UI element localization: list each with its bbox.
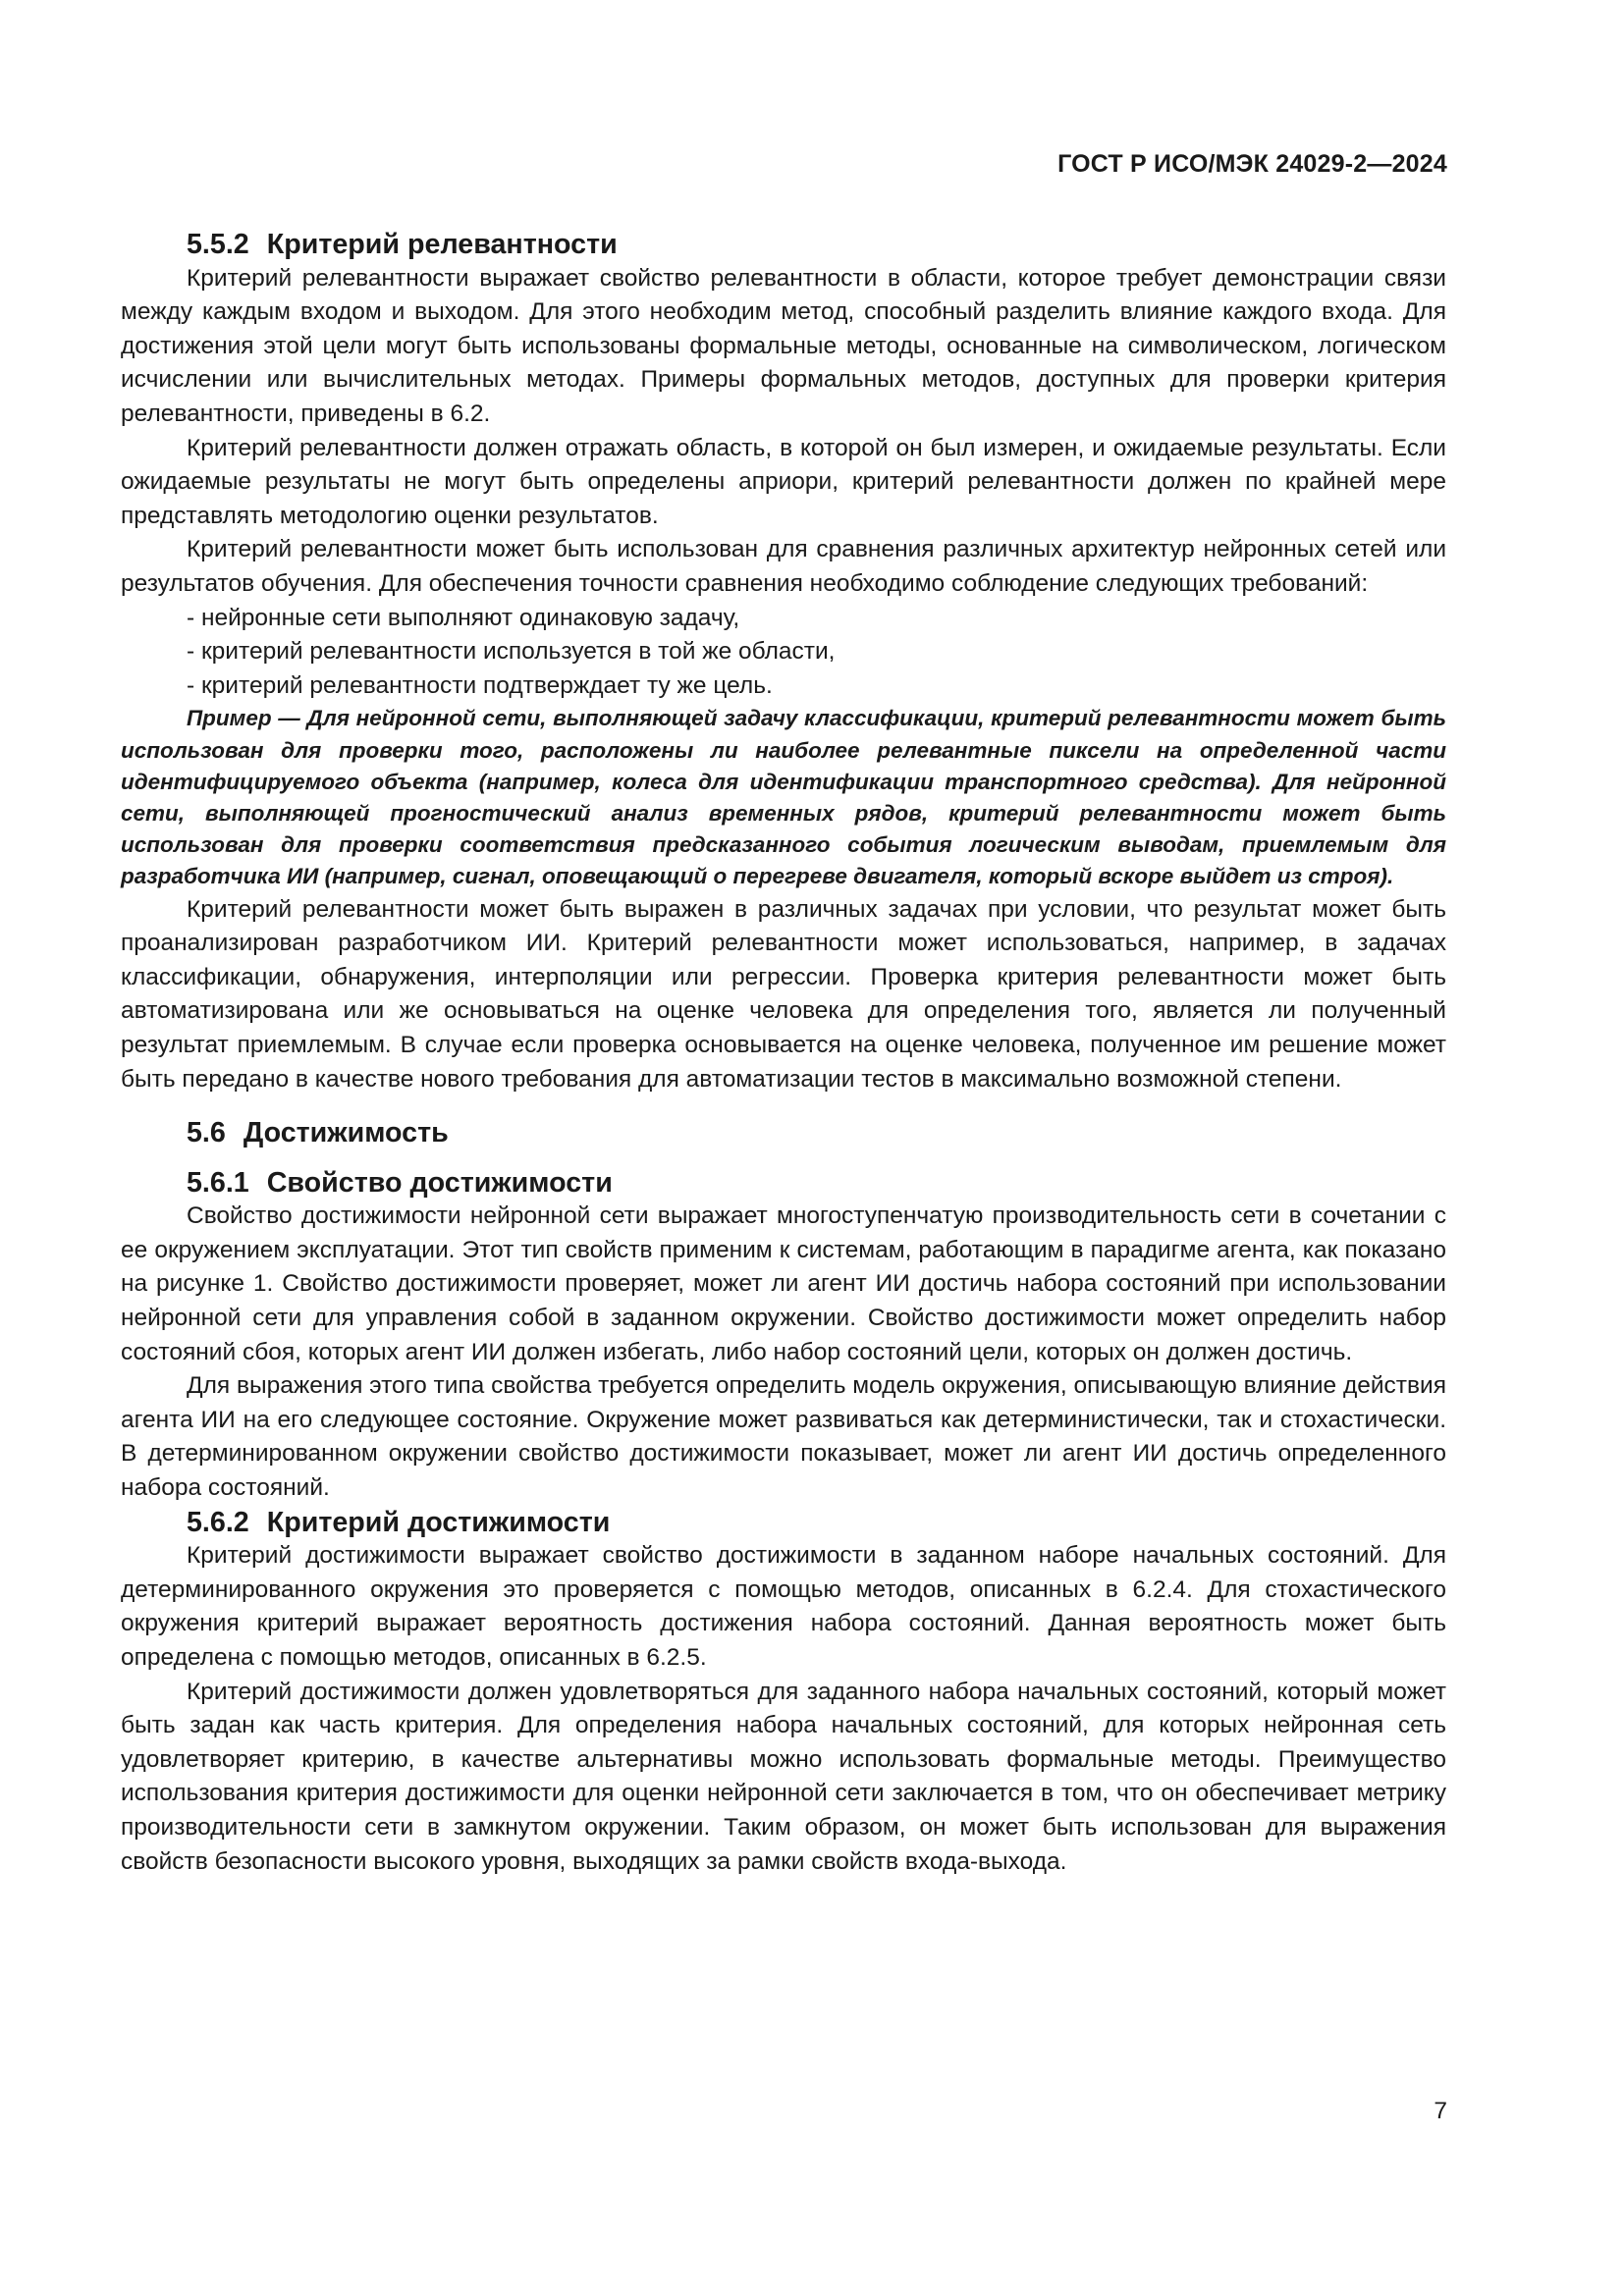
document-body xyxy=(121,228,1446,1879)
section-heading-5-6-2 xyxy=(121,1506,1446,1540)
list-item: - критерий релевантности используется в той же области, xyxy=(187,638,836,666)
section-number: 5.5.2 xyxy=(187,229,249,260)
paragraph: Для выражения этого типа свойства требуется определить модель окружения, описывающую влияние действия агента ИИ на его следующее состояние. Окружение может развиваться как детерминистически, так и стохастически. В детерминированном окружении свойство достижимости показывает, может ли агент ИИ достичь определенного набора состояний. xyxy=(121,1372,1446,1502)
section-title: Критерий релевантности xyxy=(266,229,618,260)
paragraph: Критерий достижимости выражает свойство достижимости в заданном наборе начальных состояний. Для детерминированного окружения это проверяется с помощью методов, описанных в 6.2.4. Для стохастического окружения критерий выражает вероятность достижения набора состояний. Данная вероятность может быть определена с помощью методов, описанных в 6.2.5. xyxy=(121,1542,1446,1671)
section-number: 5.6.2 xyxy=(187,1506,249,1538)
example-note: Пример — Для нейронной сети, выполняющей задачу классификации, критерий релевантности может быть использован для проверки того, расположены ли наиболее релевантные пиксели на определенной части идентифицируемого объекта (например, колеса для идентификации транспортного средства). Для нейронной сети, выполняющей прогностический анализ временных рядов, критерий релевантности может быть использован для проверки соответствия предсказанного события логическим выводам, приемлемым для разработчика ИИ (например, сигнал, оповещающий о перегреве двигателя, который вскоре выйдет из строя). xyxy=(121,706,1446,889)
section-heading-5-5-2 xyxy=(121,228,1446,262)
section-title: Свойство достижимости xyxy=(266,1166,613,1199)
document-code-header: ГОСТ Р ИСО/МЭК 24029-2—2024 xyxy=(1057,150,1447,178)
paragraph: Критерий достижимости должен удовлетворяться для заданного набора начальных состояний, который может быть задан как часть критерия. Для определения набора начальных состояний, для которых нейронная сеть удовлетворяет критерию, в качестве альтернативы можно использовать формальные методы. Преимущество использования критерия достижимости для оценки нейронной сети заключается в том, что он обеспечивает метрику производительности сети в замкнутом окружении. Таким образом, он может быть использован для выражения свойств безопасности высокого уровня, выходящих за рамки свойств входа-выхода. xyxy=(121,1678,1446,1875)
section-number: 5.6.1 xyxy=(187,1166,249,1199)
list-item: - нейронные сети выполняют одинаковую задачу, xyxy=(187,604,740,631)
paragraph: Критерий релевантности может быть выражен в различных задачах при условии, что результат может быть проанализирован разработчиком ИИ. Критерий релевантности может использоваться, например, в задачах классификации, обнаружения, интерполяции или регрессии. Проверка критерия релевантности может быть автоматизирована или же основываться на оценке человека для определения того, является ли полученный результат приемлемым. В случае если проверка основывается на оценке человека, полученное им решение может быть передано в качестве нового требования для автоматизации тестов в максимально возможной степени. xyxy=(121,895,1446,1093)
section-title: Критерий достижимости xyxy=(266,1506,611,1538)
paragraph: Критерий релевантности выражает свойство релевантности в области, которое требует демонстрации связи между каждым входом и выходом. Для этого необходим метод, способный разделить влияние каждого входа. Для достижения этой цели могут быть использованы формальные методы, основанные на символическом, логическом исчислении или вычислительных методах. Примеры формальных методов, доступных для проверки критерия релевантности, приведены в 6.2. xyxy=(121,264,1446,427)
list-item: - критерий релевантности подтверждает ту же цель. xyxy=(187,671,773,699)
section-number: 5.6 xyxy=(187,1117,226,1149)
section-heading-5-6-1 xyxy=(121,1166,1446,1201)
page-number: 7 xyxy=(1434,2098,1447,2124)
requirements-list xyxy=(121,602,1446,704)
paragraph: Критерий релевантности может быть использован для сравнения различных архитектур нейронных сетей или результатов обучения. Для обеспечения точности сравнения необходимо соблюдение следующих требований: xyxy=(121,536,1446,597)
paragraph: Критерий релевантности должен отражать область, в которой он был измерен, и ожидаемые результаты. Если ожидаемые результаты не могут быть определены априори, критерий релевантности должен по крайней мере представлять методологию оценки результатов. xyxy=(121,434,1446,529)
section-title: Достижимость xyxy=(243,1117,449,1149)
paragraph: Свойство достижимости нейронной сети выражает многоступенчатую производительность сети в сочетании с ее окружением эксплуатации. Этот тип свойств применим к системам, работающим в парадигме агента, как показано на рисунке 1. Свойство достижимости проверяет, может ли агент ИИ достичь набора состояний при использовании нейронной сети для управления собой в заданном окружении. Свойство достижимости может определить набор состояний сбоя, которых агент ИИ должен избегать, либо набор состояний цели, которых он должен достичь. xyxy=(121,1202,1446,1365)
section-heading-5-6 xyxy=(121,1116,1446,1150)
